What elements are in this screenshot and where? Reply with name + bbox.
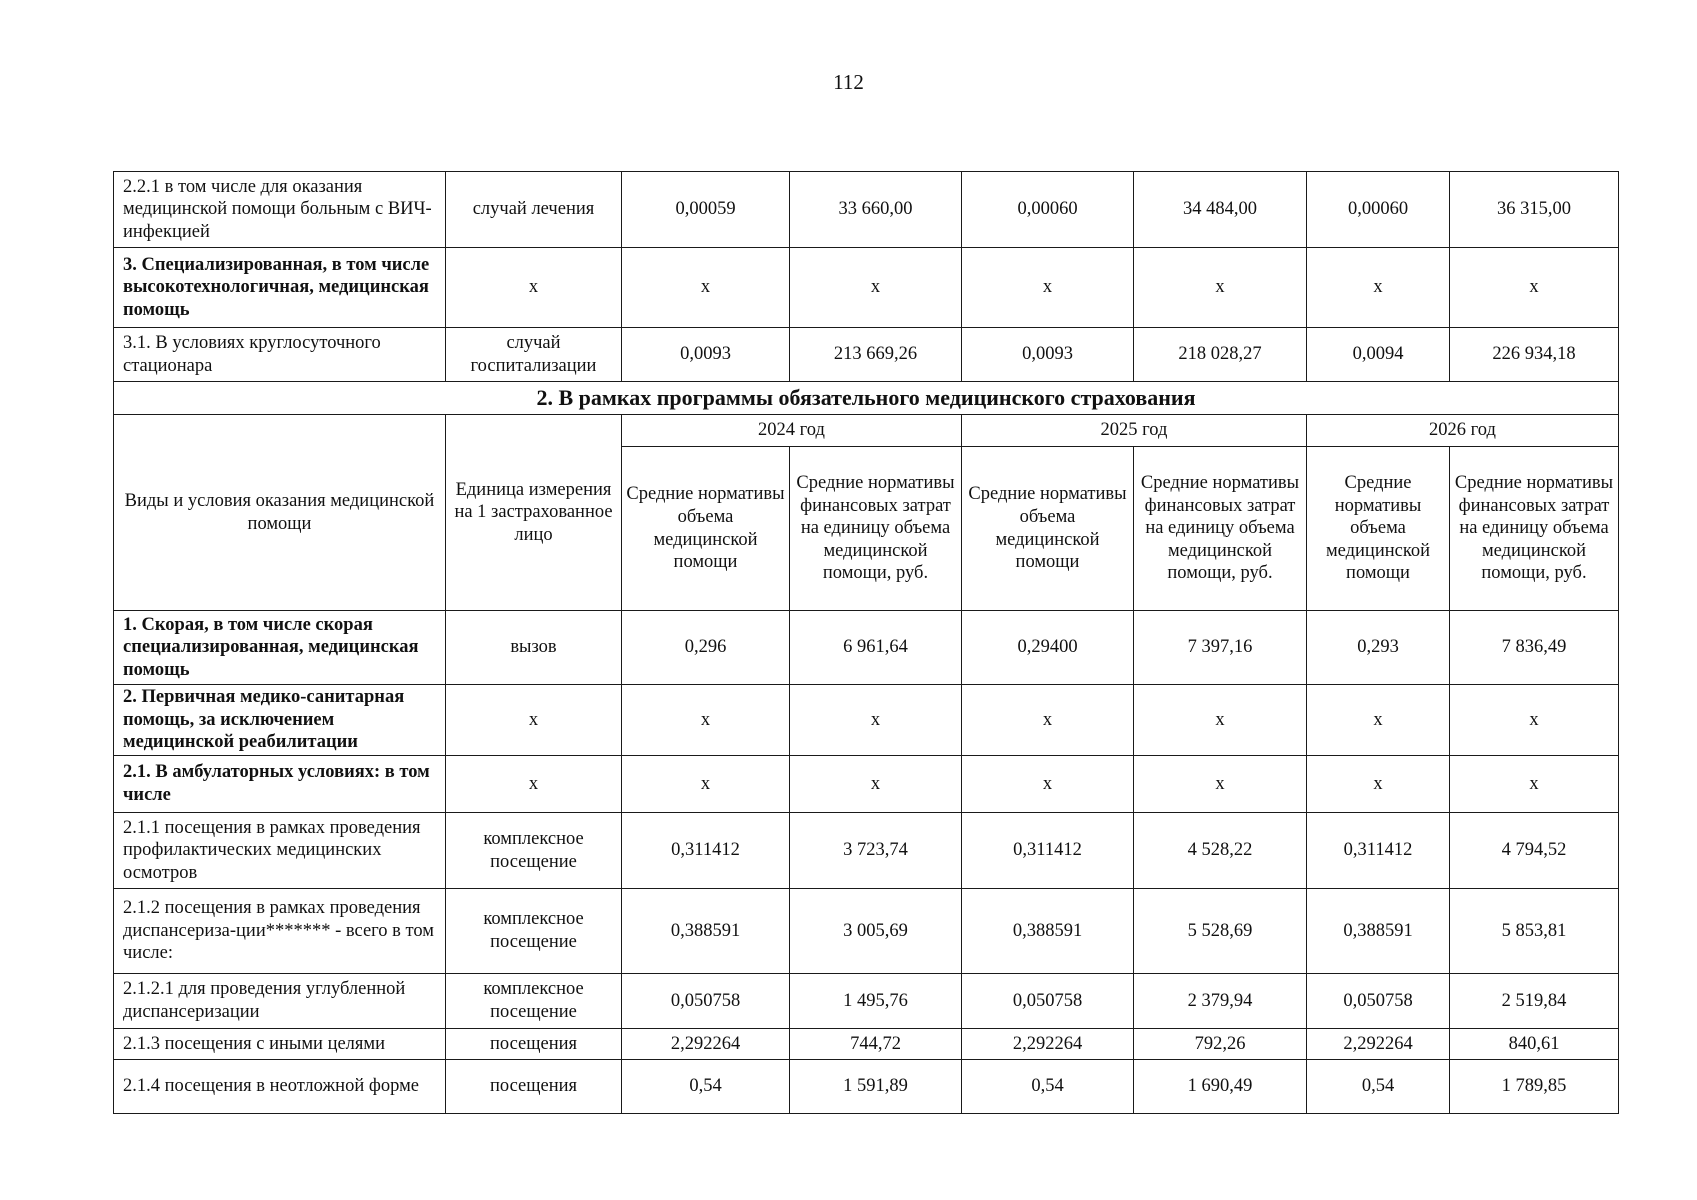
- value-cell: 5 528,69: [1134, 889, 1307, 974]
- unit-cell: вызов: [446, 611, 622, 685]
- page-number: 112: [833, 70, 864, 94]
- header-volume: Средние нормативы объема медицинской помощи: [622, 447, 790, 611]
- table-row: [114, 172, 1619, 248]
- value-cell: 0,0093: [962, 328, 1134, 382]
- section-title: 2. В рамках программы обязательного медицинского страхования: [114, 382, 1619, 415]
- value-cell: х: [790, 756, 962, 813]
- table-row: [114, 1060, 1619, 1114]
- row-label: 2.2.1 в том числе для оказания медицинской помощи больным с ВИЧ-инфекцией: [114, 172, 446, 248]
- value-cell: х: [1307, 685, 1450, 756]
- value-cell: х: [1134, 756, 1307, 813]
- value-cell: х: [1134, 248, 1307, 328]
- row-label: 2.1.2 посещения в рамках проведения диспансериза-ции******* - всего в том числе:: [114, 889, 446, 974]
- header-cost: Средние нормативы финансовых затрат на единицу объема медицинской помощи, руб.: [1134, 447, 1307, 611]
- header-volume: Средние нормативы объема медицинской помощи: [962, 447, 1134, 611]
- value-cell: 744,72: [790, 1029, 962, 1060]
- value-cell: 1 690,49: [1134, 1060, 1307, 1114]
- table-row: [114, 328, 1619, 382]
- value-cell: 0,311412: [962, 813, 1134, 889]
- value-cell: 0,311412: [1307, 813, 1450, 889]
- value-cell: 0,0093: [622, 328, 790, 382]
- value-cell: 0,54: [622, 1060, 790, 1114]
- row-label: 2.1.4 посещения в неотложной форме: [114, 1060, 446, 1114]
- value-cell: х: [790, 685, 962, 756]
- unit-cell: комплексное посещение: [446, 974, 622, 1029]
- header-kind: Виды и условия оказания медицинской помощи: [114, 415, 446, 611]
- table-row: [114, 974, 1619, 1029]
- row-label: 1. Скорая, в том числе скорая специализированная, медицинская помощь: [114, 611, 446, 685]
- value-cell: 2,292264: [622, 1029, 790, 1060]
- value-cell: 4 794,52: [1450, 813, 1619, 889]
- table-row: [114, 685, 1619, 756]
- value-cell: 7 397,16: [1134, 611, 1307, 685]
- table-body: [114, 172, 1619, 1114]
- table-row: [114, 813, 1619, 889]
- value-cell: 3 005,69: [790, 889, 962, 974]
- table-row: [114, 611, 1619, 685]
- value-cell: 0,54: [1307, 1060, 1450, 1114]
- row-label: 3.1. В условиях круглосуточного стационара: [114, 328, 446, 382]
- value-cell: 1 591,89: [790, 1060, 962, 1114]
- value-cell: 0,00060: [1307, 172, 1450, 248]
- value-cell: 0,29400: [962, 611, 1134, 685]
- row-label: 3. Специализированная, в том числе высокотехнологичная, медицинская помощь: [114, 248, 446, 328]
- value-cell: 0,050758: [962, 974, 1134, 1029]
- value-cell: х: [622, 685, 790, 756]
- value-cell: 1 789,85: [1450, 1060, 1619, 1114]
- value-cell: 34 484,00: [1134, 172, 1307, 248]
- value-cell: х: [622, 756, 790, 813]
- table-row: [114, 248, 1619, 328]
- value-cell: 0,388591: [622, 889, 790, 974]
- row-label: 2.1.2.1 для проведения углубленной диспансеризации: [114, 974, 446, 1029]
- unit-cell: посещения: [446, 1060, 622, 1114]
- value-cell: 7 836,49: [1450, 611, 1619, 685]
- table-row: [114, 1029, 1619, 1060]
- table-row: [114, 889, 1619, 974]
- value-cell: х: [790, 248, 962, 328]
- value-cell: х: [962, 685, 1134, 756]
- header-volume: Средние нормативы объема медицинской помощи: [1307, 447, 1450, 611]
- value-cell: 2,292264: [1307, 1029, 1450, 1060]
- value-cell: 2,292264: [962, 1029, 1134, 1060]
- row-label: 2.1.3 посещения с иными целями: [114, 1029, 446, 1060]
- value-cell: х: [1450, 685, 1619, 756]
- value-cell: 0,296: [622, 611, 790, 685]
- section-row: [114, 382, 1619, 415]
- unit-cell: комплексное посещение: [446, 813, 622, 889]
- value-cell: 0,050758: [1307, 974, 1450, 1029]
- value-cell: х: [962, 756, 1134, 813]
- unit-cell: комплексное посещение: [446, 889, 622, 974]
- row-label: 2.1.1 посещения в рамках проведения профилактических медицинских осмотров: [114, 813, 446, 889]
- value-cell: 0,0094: [1307, 328, 1450, 382]
- value-cell: 0,54: [962, 1060, 1134, 1114]
- value-cell: 36 315,00: [1450, 172, 1619, 248]
- value-cell: 213 669,26: [790, 328, 962, 382]
- value-cell: х: [1450, 756, 1619, 813]
- header-year: 2026 год: [1307, 415, 1619, 447]
- value-cell: 0,311412: [622, 813, 790, 889]
- header-year: 2025 год: [962, 415, 1307, 447]
- row-label: 2.1. В амбулаторных условиях: в том числе: [114, 756, 446, 813]
- unit-cell: посещения: [446, 1029, 622, 1060]
- header-year: 2024 год: [622, 415, 962, 447]
- value-cell: 2 379,94: [1134, 974, 1307, 1029]
- value-cell: 0,388591: [962, 889, 1134, 974]
- value-cell: 4 528,22: [1134, 813, 1307, 889]
- value-cell: х: [1307, 248, 1450, 328]
- header-row-years: [114, 415, 1619, 447]
- value-cell: 2 519,84: [1450, 974, 1619, 1029]
- value-cell: 5 853,81: [1450, 889, 1619, 974]
- value-cell: 0,293: [1307, 611, 1450, 685]
- value-cell: х: [1134, 685, 1307, 756]
- table-row: [114, 756, 1619, 813]
- standards-table: [113, 171, 1619, 1114]
- value-cell: 226 934,18: [1450, 328, 1619, 382]
- value-cell: 1 495,76: [790, 974, 962, 1029]
- unit-cell: х: [446, 248, 622, 328]
- value-cell: 0,00060: [962, 172, 1134, 248]
- value-cell: 840,61: [1450, 1029, 1619, 1060]
- unit-cell: случай госпитализации: [446, 328, 622, 382]
- header-cost: Средние нормативы финансовых затрат на единицу объема медицинской помощи, руб.: [790, 447, 962, 611]
- unit-cell: х: [446, 756, 622, 813]
- unit-cell: случай лечения: [446, 172, 622, 248]
- value-cell: 3 723,74: [790, 813, 962, 889]
- value-cell: 0,050758: [622, 974, 790, 1029]
- unit-cell: х: [446, 685, 622, 756]
- row-label: 2. Первичная медико-санитарная помощь, за исключением медицинской реабилитации: [114, 685, 446, 756]
- value-cell: 0,388591: [1307, 889, 1450, 974]
- value-cell: х: [1307, 756, 1450, 813]
- value-cell: 6 961,64: [790, 611, 962, 685]
- value-cell: 218 028,27: [1134, 328, 1307, 382]
- value-cell: 792,26: [1134, 1029, 1307, 1060]
- header-cost: Средние нормативы финансовых затрат на единицу объема медицинской помощи, руб.: [1450, 447, 1619, 611]
- value-cell: х: [622, 248, 790, 328]
- value-cell: 33 660,00: [790, 172, 962, 248]
- header-unit: Единица измерения на 1 застрахованное лицо: [446, 415, 622, 611]
- value-cell: х: [1450, 248, 1619, 328]
- value-cell: 0,00059: [622, 172, 790, 248]
- value-cell: х: [962, 248, 1134, 328]
